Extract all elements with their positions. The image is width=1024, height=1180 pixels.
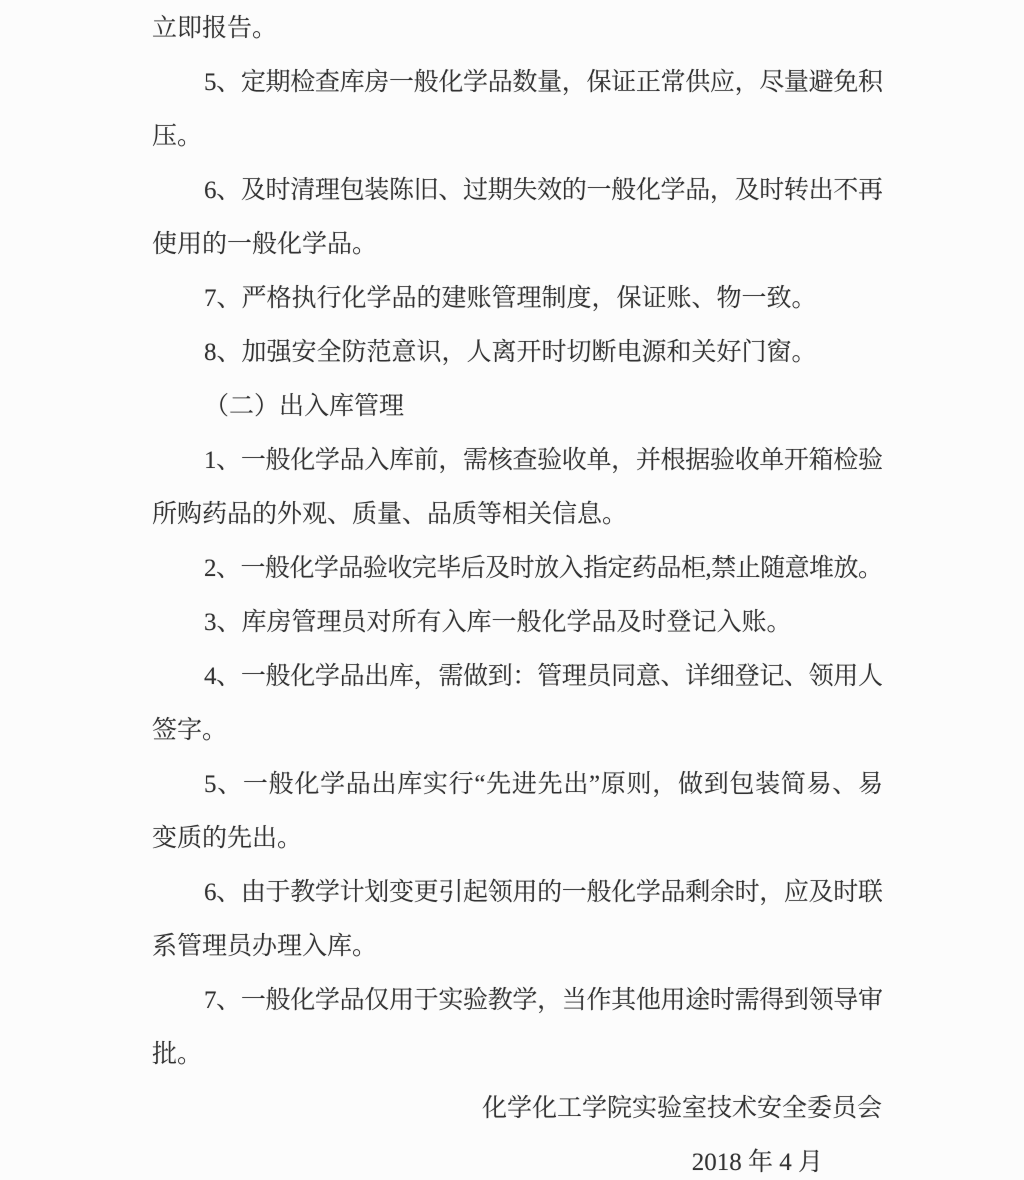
- text-line: 签字。: [152, 717, 228, 744]
- text-line: 8、加强安全防范意识，人离开时切断电源和关好门窗。: [204, 339, 817, 366]
- text-line: 7、一般化学品仅用于实验教学，当作其他用途时需得到领导审: [204, 987, 882, 1014]
- text-line: 使用的一般化学品。: [152, 231, 378, 258]
- date-line: 2018 年 4 月: [691, 1149, 823, 1176]
- text-line: 6、及时清理包装陈旧、过期失效的一般化学品，及时转出不再: [204, 177, 882, 204]
- text-line: 1、一般化学品入库前，需核查验收单，并根据验收单开箱检验: [204, 447, 882, 474]
- text-line: 批。: [152, 1041, 203, 1068]
- text-line: 系管理员办理入库。: [152, 933, 378, 960]
- text-line: 4、一般化学品出库，需做到：管理员同意、详细登记、领用人: [204, 663, 882, 690]
- text-line: 压。: [152, 123, 203, 150]
- signature-line: 化学化工学院实验室技术安全委员会: [481, 1095, 882, 1122]
- text-line: 6、由于教学计划变更引起领用的一般化学品剩余时，应及时联: [204, 879, 882, 906]
- text-line: 5、一般化学品出库实行“先进先出”原则，做到包装简易、易: [204, 771, 882, 798]
- section-heading: （二）出入库管理: [204, 393, 405, 420]
- text-line: 变质的先出。: [152, 825, 303, 852]
- document-text-column: [152, 2, 882, 1180]
- text-line: 3、库房管理员对所有入库一般化学品及时登记入账。: [204, 609, 792, 636]
- text-line: 5、定期检查库房一般化学品数量，保证正常供应，尽量避免积: [204, 69, 882, 96]
- text-line: 2、一般化学品验收完毕后及时放入指定药品柜,禁止随意堆放。: [204, 555, 882, 582]
- text-line: 立即报告。: [152, 15, 278, 42]
- text-line: 所购药品的外观、质量、品质等相关信息。: [152, 501, 628, 528]
- text-line: 7、严格执行化学品的建账管理制度，保证账、物一致。: [204, 285, 817, 312]
